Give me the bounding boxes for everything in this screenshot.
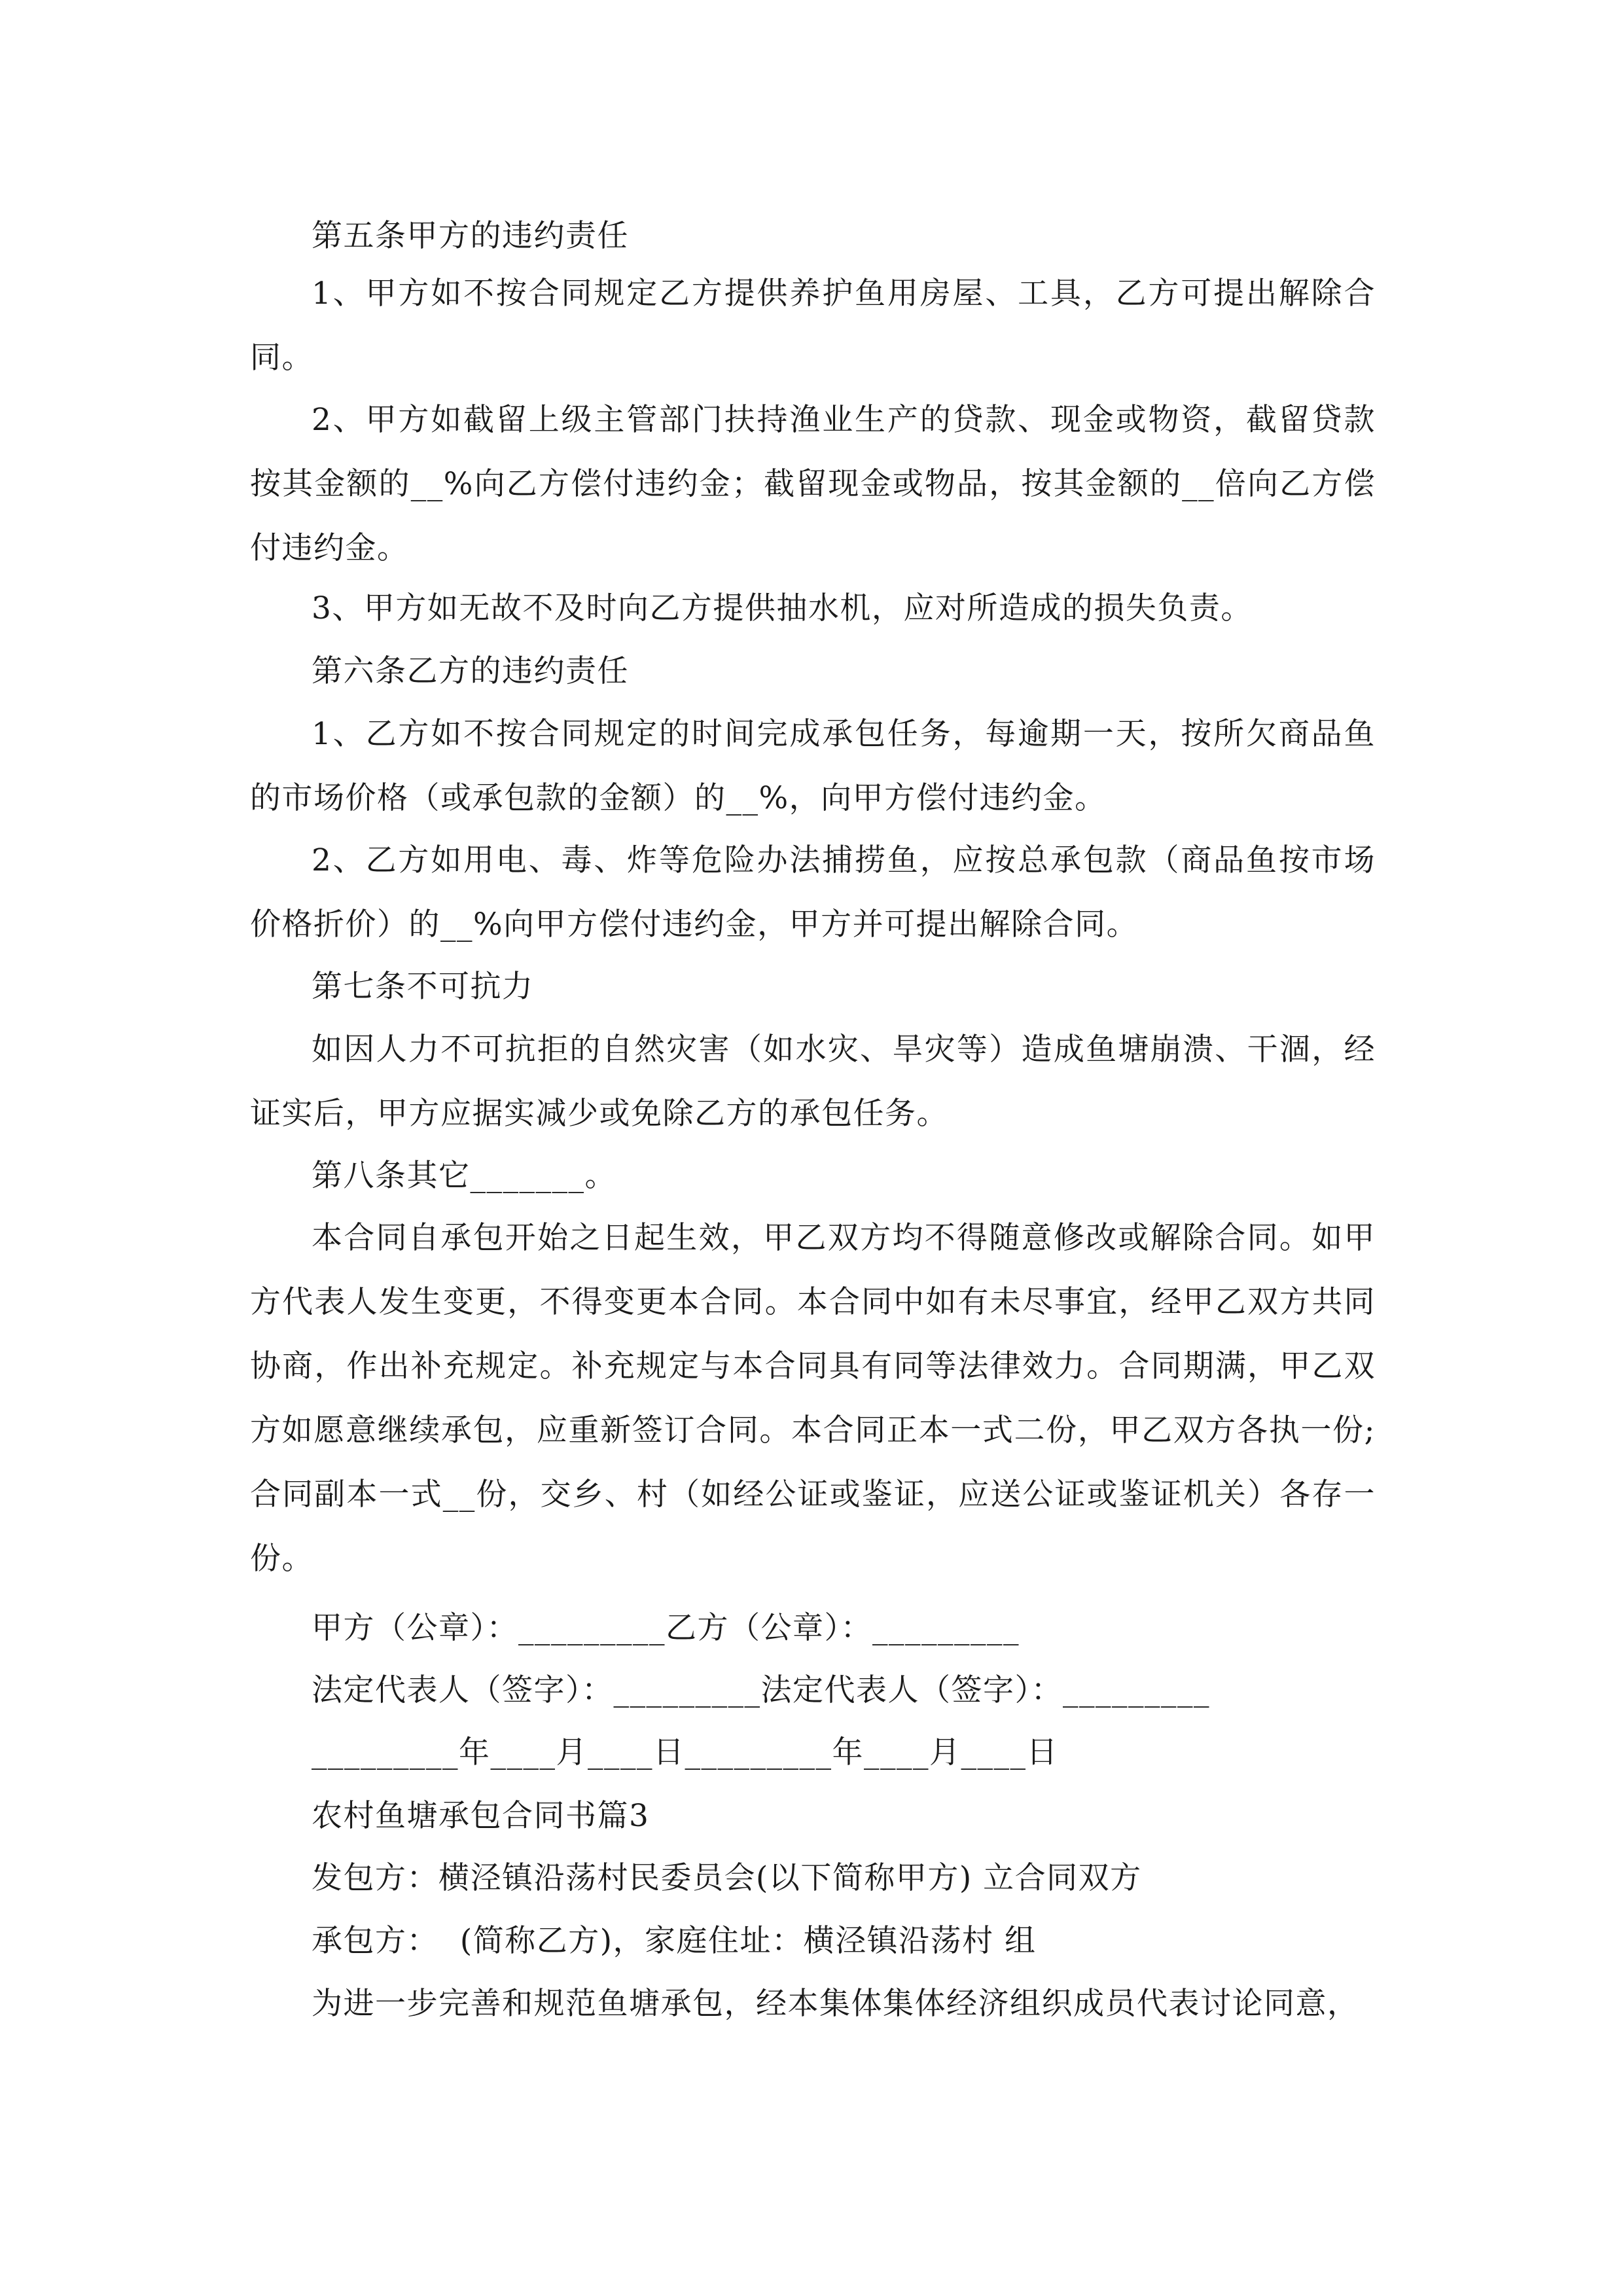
article-6-clause-2: 2、乙方如用电、毒、炸等危险办法捕捞鱼，应按总承包款（商品鱼按市场价格折价）的__%向甲方偿付违约金，甲方并可提出解除合同。 xyxy=(250,842,1376,942)
article-8-heading: 第八条其它_______。 xyxy=(312,1158,616,1194)
article-5-clause-2: 2、甲方如截留上级主管部门扶持渔业生产的贷款、现金或物资，截留贷款按其金额的__%向乙方偿付违约金；截留现金或物品，按其金额的__倍向乙方偿付违约金。 xyxy=(250,402,1376,566)
signature-dates: _________年____月____日_________年____月____日 xyxy=(312,1734,1058,1770)
signature-seals: 甲方（公章）：_________乙方（公章）：_________ xyxy=(312,1610,1020,1646)
effectiveness-paragraph: 本合同自承包开始之日起生效，甲乙双方均不得随意修改或解除合同。如甲方代表人发生变更，不得变更本合同。本合同中如有未尽事宜，经甲乙双方共同协商，作出补充规定。补充规定与本合同具有同等法律效力。合同期满，甲乙双方如愿意继续承包，应重新签订合同。本合同正本一式二份，甲乙双方各执一份;合同副本一式__份，交乡、村（如经公证或鉴证，应送公证或鉴证机关）各存一份。 xyxy=(250,1220,1376,1577)
section-3-title: 农村鱼塘承包合同书篇3 xyxy=(312,1798,650,1834)
article-5-clause-1: 1、甲方如不按合同规定乙方提供养护鱼用房屋、工具，乙方可提出解除合同。 xyxy=(250,276,1376,376)
signature-representatives: 法定代表人（签字）：_________法定代表人（签字）：_________ xyxy=(312,1672,1210,1708)
article-6-clause-1: 1、乙方如不按合同规定的时间完成承包任务，每逾期一天，按所欠商品鱼的市场价格（或承包款的金额）的__%，向甲方偿付违约金。 xyxy=(250,716,1376,816)
article-5-heading: 第五条甲方的违约责任 xyxy=(312,218,629,254)
article-6-heading: 第六条乙方的违约责任 xyxy=(312,653,629,689)
article-5-clause-3: 3、甲方如无故不及时向乙方提供抽水机，应对所造成的损失负责。 xyxy=(312,590,1253,626)
article-7-heading: 第七条不可抗力 xyxy=(312,969,534,1005)
party-a-line: 发包方：横泾镇沿荡村民委员会(以下简称甲方) 立合同双方 xyxy=(312,1860,1142,1896)
intro-line: 为进一步完善和规范鱼塘承包，经本集体集体经济组织成员代表讨论同意， xyxy=(312,1986,1359,2022)
article-7-body: 如因人力不可抗拒的自然灾害（如水灾、旱灾等）造成鱼塘崩溃、干涸，经证实后，甲方应据实减少或免除乙方的承包任务。 xyxy=(250,1031,1376,1132)
party-b-line: 承包方： (简称乙方)，家庭住址：横泾镇沿荡村 组 xyxy=(312,1923,1037,1959)
